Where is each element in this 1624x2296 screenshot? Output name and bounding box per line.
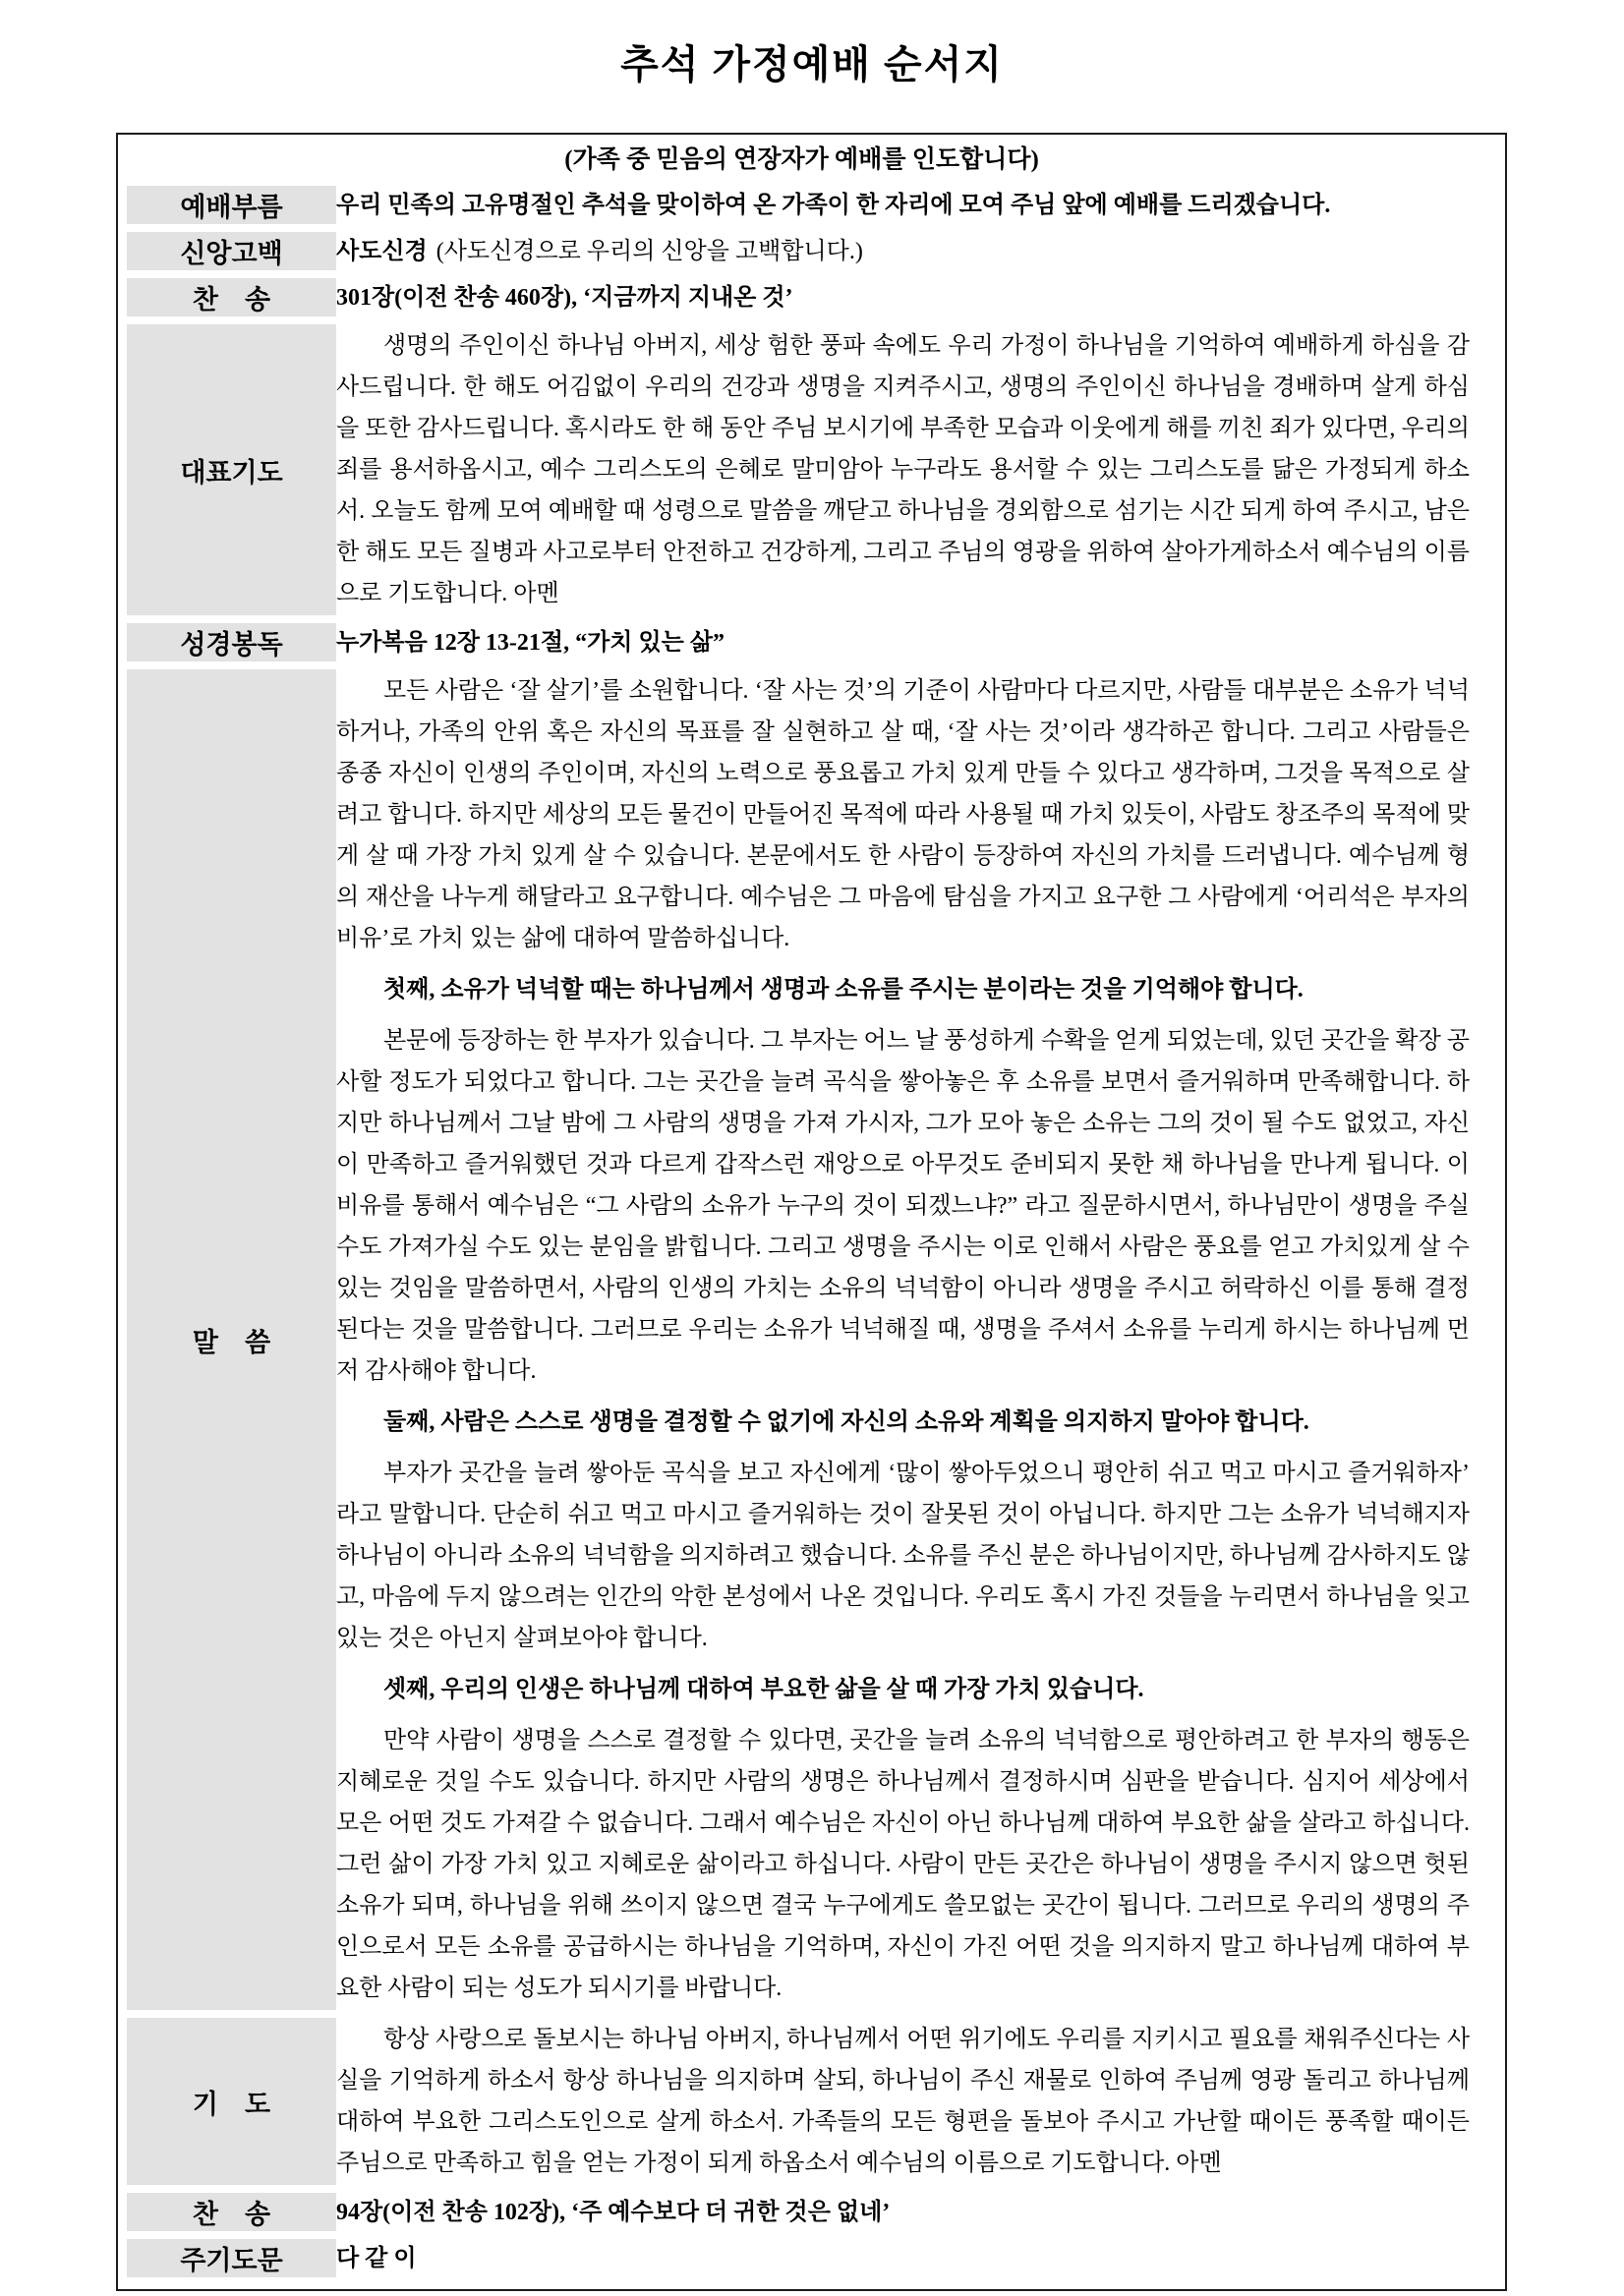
representative-prayer-label: 대표기도 <box>127 324 336 615</box>
sermon-paragraph: 본문에 등장하는 한 부자가 있습니다. 그 부자는 어느 날 풍성하게 수확을 얻게 되었는데, 있던 곳간을 확장 공사할 정도가 되었다고 합니다. 그는 곳간을 늘려 곡식을 쌓아놓은 후 소유를 보면서 즐거워하며 만족해합니다. 하지만 하나님께서 그날 밤에 그 사람의 생명을 가져 가시자, 그가 모아 놓은 소유는 그의 것이 될 수도 없었고, 자신이 만족하고 즐거워했던 것과 다르게 갑작스런 재앙으로 아무것도 준비되지 못한 채 하나님을 만나게 됩니다. 이 비유를 통해서 예수님은 “그 사람의 소유가 누구의 것이 되겠느냐?” 라고 질문하시면서, 하나님만이 생명을 주실 수도 가져가실 수도 있는 분임을 밝힙니다. 그리고 생명을 주시는 이로 인해서 사람은 풍요를 얻고 가치있게 살 수 있는 것임을 말씀하면서, 사람의 인생의 가치는 소유의 넉넉함이 아니라 생명을 주시고 허락하신 이를 통해 결정된다는 것을 말씀합니다. 그러므로 우리는 소유가 넉넉해질 때, 생명을 주셔서 소유를 누리게 하시는 하나님께 먼저 감사해야 합니다. <box>336 1028 1470 1384</box>
confession-content <box>336 228 1505 274</box>
sermon-point-1: 첫째, 소유가 넉넉할 때는 하나님께서 생명과 소유를 주시는 분이라는 것을 기억해야 합니다. <box>383 977 1304 1003</box>
confession-creed-name: 사도신경 <box>336 238 428 264</box>
sermon-point-3: 셋째, 우리의 인생은 하나님께 대하여 부요한 삶을 살 때 가장 가치 있습니다. <box>383 1677 1144 1702</box>
hymn-1-content: 301장(이전 찬송 460장), ‘지금까지 지내온 것’ <box>336 284 793 311</box>
row-confession-of-faith <box>118 228 1505 274</box>
hymn-2-label: 찬 송 <box>127 2193 336 2231</box>
row-representative-prayer <box>118 320 1505 619</box>
confession-note: (사도신경으로 우리의 신앙을 고백합니다.) <box>435 238 863 264</box>
row-prayer <box>118 2014 1505 2189</box>
sermon-paragraph: 모든 사람은 ‘잘 살기’를 소원합니다. ‘잘 사는 것’의 기준이 사람마다 다르지만, 사람들 대부분은 소유가 넉넉하거나, 가족의 안위 혹은 자신의 목표를 잘 실현하고 살 때, ‘잘 사는 것’이라 생각하곤 합니다. 그리고 사람들은 종종 자신이 인생의 주인이며, 자신의 노력으로 풍요롭고 가치 있게 만들 수 있다고 생각하며, 그것을 목적으로 살려고 합니다. 하지만 세상의 모든 물건이 만들어진 목적에 따라 사용될 때 가치 있듯이, 사람도 창조주의 목적에 맞게 살 때 가장 가치 있게 살 수 있습니다. 본문에서도 한 사람이 등장하여 자신의 가치를 드러냅니다. 예수님께 형의 재산을 나누게 해달라고 요구합니다. 예수님은 그 마음에 탐심을 가지고 요구한 그 사람에게 ‘어리석은 부자의 비유’로 가치 있는 삶에 대하여 말씀하십니다. <box>336 678 1470 951</box>
sermon-label: 말 씀 <box>127 669 336 2010</box>
prayer-label: 기 도 <box>127 2018 336 2185</box>
row-call-to-worship <box>118 182 1505 228</box>
row-lords-prayer <box>118 2235 1505 2281</box>
sermon-point-2: 둘째, 사람은 스스로 생명을 결정할 수 없기에 자신의 소유와 계획을 의지하지 말아야 합니다. <box>383 1409 1309 1435</box>
prayer-text: 항상 사랑으로 돌보시는 하나님 아버지, 하나님께서 어떤 위기에도 우리를 지키시고 필요를 채워주신다는 사실을 기억하게 하소서 항상 하나님을 의지하며 살되, 하나님이 주신 재물로 인하여 주님께 영광 돌리고 하나님께 대하여 부요한 그리스도인으로 살게 하소서. 가족들의 모든 형편을 돌보아 주시고 가난할 때이든 풍족할 때이든 주님으로 만족하고 힘을 얻는 가정이 되게 하옵소서 예수님의 이름으로 기도합니다. 아멘 <box>336 2027 1470 2176</box>
scripture-reading-content: 누가복음 12장 13-21절, “가치 있는 삶” <box>336 629 725 656</box>
call-to-worship-content: 우리 민족의 고유명절인 추석을 맞이하여 온 가족이 한 자리에 모여 주님 앞에 예배를 드리겠습니다. <box>336 192 1331 218</box>
row-scripture-reading <box>118 619 1505 665</box>
page-title: 추석 가정예배 순서지 <box>620 42 1004 86</box>
lords-prayer-content: 다 같 이 <box>336 2245 417 2271</box>
sermon-paragraph: 만약 사람이 생명을 스스로 결정할 수 있다면, 곳간을 늘려 소유의 넉넉함으로 평안하려고 한 부자의 행동은 지혜로운 것일 수도 있습니다. 하지만 사람의 생명은 하나님께서 결정하시며 심판을 받습니다. 심지어 세상에서 모은 어떤 것도 가져갈 수 없습니다. 그래서 예수님은 자신이 아닌 하나님께 대하여 부요한 삶을 살라고 하십니다. 그런 삶이 가장 가치 있고 지혜로운 삶이라고 하십니다. 사람이 만든 곳간은 하나님이 생명을 주시지 않으면 헛된 소유가 되며, 하나님을 위해 쓰이지 않으면 결국 누구에게도 쓸모없는 곳간이 됩니다. 그러므로 우리의 생명의 주인으로서 모든 소유를 공급하시는 하나님을 기억하며, 자신이 가진 어떤 것을 의지하지 말고 하나님께 대하여 부요한 사람이 되는 성도가 되시기를 바랍니다. <box>336 1728 1470 2001</box>
row-sermon <box>118 665 1505 2014</box>
sermon-paragraph: 부자가 곳간을 늘려 쌓아둔 곡식을 보고 자신에게 ‘많이 쌓아두었으니 평안히 쉬고 먹고 마시고 즐거워하자’ 라고 말합니다. 단순히 쉬고 먹고 마시고 즐거워하는 것이 잘못된 것이 아닙니다. 하지만 그는 소유가 넉넉해지자 하나님이 아니라 소유의 넉넉함을 의지하려고 했습니다. 소유를 주신 분은 하나님이지만, 하나님께 감사하지도 않고, 마음에 두지 않으려는 인간의 악한 본성에서 나온 것입니다. 우리도 혹시 가진 것들을 누리면서 하나님을 잊고 있는 것은 아닌지 살펴보아야 합니다. <box>336 1461 1470 1651</box>
hymn-1-label: 찬 송 <box>127 278 336 316</box>
call-to-worship-label: 예배부름 <box>127 186 336 224</box>
sermon-content <box>336 665 1505 2014</box>
leader-note: (가족 중 믿음의 연장자가 예배를 인도합니다) <box>564 146 1039 173</box>
representative-prayer-text: 생명의 주인이신 하나님 아버지, 세상 험한 풍파 속에도 우리 가정이 하나님을 기억하여 예배하게 하심을 감사드립니다. 한 해도 어김없이 우리의 건강과 생명을 지켜주시고, 생명의 주인이신 하나님을 경배하며 살게 하심을 또한 감사드립니다. 혹시라도 한 해 동안 주님 보시기에 부족한 모습과 이웃에게 해를 끼친 죄가 있다면, 우리의 죄를 용서하옵시고, 예수 그리스도의 은혜로 말미암아 누구라도 용서할 수 있는 그리스도를 닮은 가정되게 하소서. 오늘도 함께 모여 예배할 때 성령으로 말씀을 깨닫고 하나님을 경외함으로 섬기는 시간 되게 하여 주시고, 남은 한 해도 모든 질병과 사고로부터 안전하고 건강하게, 그리고 주님의 영광을 위하여 살아가게하소서 예수님의 이름으로 기도합니다. 아멘 <box>336 333 1470 606</box>
hymn-2-content: 94장(이전 찬송 102장), ‘주 예수보다 더 귀한 것은 없네’ <box>336 2199 891 2225</box>
worship-order-table <box>116 133 1507 2291</box>
lords-prayer-label: 주기도문 <box>127 2239 336 2277</box>
confession-label: 신앙고백 <box>127 232 336 270</box>
scripture-reading-label: 성경봉독 <box>127 623 336 661</box>
prayer-content <box>336 2014 1505 2189</box>
row-hymn-2 <box>118 2189 1505 2235</box>
representative-prayer-content <box>336 320 1505 619</box>
row-hymn-1 <box>118 274 1505 320</box>
